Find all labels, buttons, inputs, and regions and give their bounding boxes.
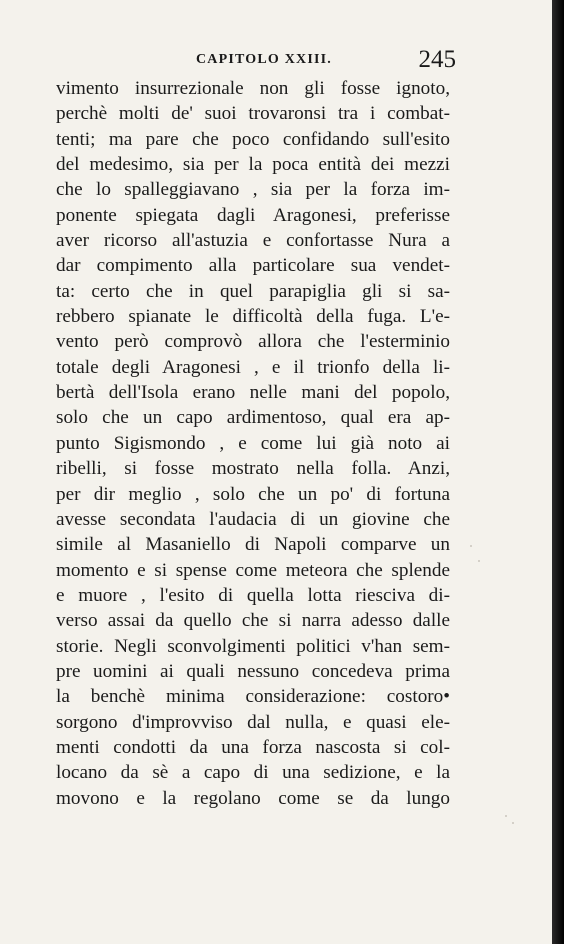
text-line: perchè molti de' suoi trovaronsi tra i combat- bbox=[56, 103, 450, 125]
text-line: dar compimento alla particolare sua vendet- bbox=[56, 255, 450, 277]
text-line: vento però comprovò allora che l'esterminio bbox=[56, 331, 450, 353]
text-line: solo che un capo ardimentoso, qual era ap- bbox=[56, 407, 450, 429]
text-line: avesse secondata l'audacia di un giovine che bbox=[56, 508, 450, 530]
book-spine-edge bbox=[552, 0, 564, 944]
text-line: ta: certo che in quel parapiglia gli si sa- bbox=[56, 280, 450, 302]
text-line: simile al Masaniello di Napoli comparve un bbox=[56, 534, 450, 556]
text-line: aver ricorso all'astuzia e confortasse Nura a bbox=[56, 230, 450, 252]
text-line: per dir meglio , solo che un po' di fortuna bbox=[56, 483, 450, 505]
text-line: che lo spalleggiavano , sia per la forza im- bbox=[56, 179, 450, 201]
text-line: sorgono d'improvviso dal nulla, e quasi ele- bbox=[56, 711, 450, 733]
paper-speck bbox=[470, 545, 472, 547]
text-line: vimento insurrezionale non gli fosse ignoto, bbox=[56, 78, 450, 99]
text-line: storie. Negli sconvolgimenti politici v'han sem- bbox=[56, 635, 450, 657]
text-line: bertà dell'Isola erano nelle mani del popolo, bbox=[56, 382, 450, 404]
page-number: 245 bbox=[418, 46, 456, 73]
page-header bbox=[56, 46, 456, 76]
text-line: pre uomini ai quali nessuno concedeva prima bbox=[56, 660, 450, 682]
text-line: locano da sè a capo di una sedizione, e la bbox=[56, 762, 450, 784]
paper-speck bbox=[505, 815, 507, 817]
text-line: ribelli, si fosse mostrato nella folla. Anzi, bbox=[56, 458, 450, 480]
text-line: rebbero spianate le difficoltà della fuga. L'e- bbox=[56, 306, 450, 328]
text-line: punto Sigismondo , e come lui già noto ai bbox=[56, 432, 450, 454]
paper-speck bbox=[478, 560, 480, 562]
text-line: momento e si spense come meteora che splende bbox=[56, 559, 450, 581]
text-line: menti condotti da una forza nascosta si col- bbox=[56, 736, 450, 758]
body-text bbox=[56, 76, 450, 811]
text-line: verso assai da quello che si narra adesso dalle bbox=[56, 610, 450, 632]
paper-speck bbox=[512, 822, 514, 824]
text-line: la benchè minima considerazione: costoro• bbox=[56, 686, 450, 708]
running-head: CAPITOLO XXIII. bbox=[196, 52, 332, 67]
text-line: e muore , l'esito di quella lotta riesciva di- bbox=[56, 584, 450, 606]
text-line: totale degli Aragonesi , e il trionfo della li- bbox=[56, 356, 450, 378]
text-line: tenti; ma pare che poco confidando sull'esito bbox=[56, 128, 450, 150]
text-line: ponente spiegata dagli Aragonesi, preferisse bbox=[56, 204, 450, 226]
text-line: movono e la regolano come se da lungo bbox=[56, 787, 450, 809]
text-line: del medesimo, sia per la poca entità dei mezzi bbox=[56, 154, 450, 176]
